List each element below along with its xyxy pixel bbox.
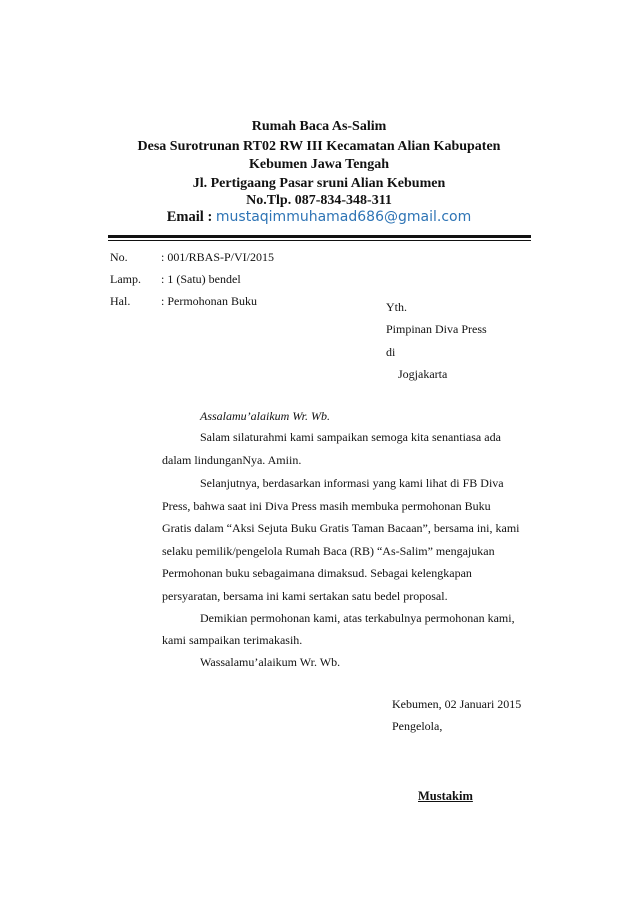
- meta-subject-value: : Permohonan Buku: [161, 294, 257, 308]
- body-line: Demikian permohonan kami, atas terkabulnya permohonan kami,: [200, 611, 515, 625]
- street-address: Jl. Pertigaang Pasar sruni Alian Kebumen: [192, 176, 446, 191]
- recipient-salutation: Yth.: [386, 300, 407, 314]
- email-link[interactable]: mustaqimmuhamad686@gmail.com: [215, 209, 472, 225]
- meta-attachment-label: Lamp.: [110, 272, 141, 286]
- recipient-preposition: di: [386, 345, 396, 359]
- body-line: Selanjutnya, berdasarkan informasi yang kami lihat di FB Diva: [200, 476, 504, 490]
- email-label: Email :: [166, 209, 213, 225]
- body-line: selaku pemilik/pengelola Rumah Baca (RB) “As-Salim” mengajukan: [162, 544, 495, 558]
- header-rule-thick: [108, 235, 531, 238]
- address-line-1: Desa Surotrunan RT02 RW III Kecamatan Alian Kabupaten: [137, 139, 501, 154]
- closing-greeting: Wassalamu’alaikum Wr. Wb.: [200, 655, 341, 669]
- place-date: Kebumen, 02 Januari 2015: [392, 697, 522, 711]
- meta-number-value: : 001/RBAS-P/VI/2015: [161, 250, 275, 264]
- meta-subject-label: Hal.: [110, 294, 131, 308]
- signer-name: Mustakim: [418, 789, 473, 803]
- address-line-2: Kebumen Jawa Tengah: [248, 157, 390, 172]
- org-name: Rumah Baca As-Salim: [251, 119, 387, 134]
- meta-number-label: No.: [110, 250, 128, 264]
- body-line: Permohonan buku sebagaimana dimaksud. Sebagai kelengkapan: [162, 566, 472, 580]
- header-rule-thin: [108, 240, 531, 241]
- body-line: Gratis dalam “Aksi Sejuta Buku Gratis Taman Bacaan”, bersama ini, kami: [162, 521, 520, 535]
- signer-role: Pengelola,: [392, 719, 443, 733]
- phone-number: No.Tlp. 087-834-348-311: [246, 193, 392, 208]
- body-line: dalam lindunganNya. Amiin.: [162, 453, 302, 467]
- body-line: persyaratan, bersama ini kami sertakan satu bedel proposal.: [162, 589, 448, 603]
- recipient-name: Pimpinan Diva Press: [386, 322, 487, 336]
- recipient-city: Jogjakarta: [398, 367, 448, 381]
- email-line: [0, 209, 638, 226]
- meta-attachment-value: : 1 (Satu) bendel: [161, 272, 241, 286]
- body-line: Salam silaturahmi kami sampaikan semoga kita senantiasa ada: [200, 430, 501, 444]
- body-line: kami sampaikan terimakasih.: [162, 633, 303, 647]
- body-line: Press, bahwa saat ini Diva Press masih membuka permohonan Buku: [162, 499, 491, 513]
- greeting: Assalamu’alaikum Wr. Wb.: [200, 409, 330, 423]
